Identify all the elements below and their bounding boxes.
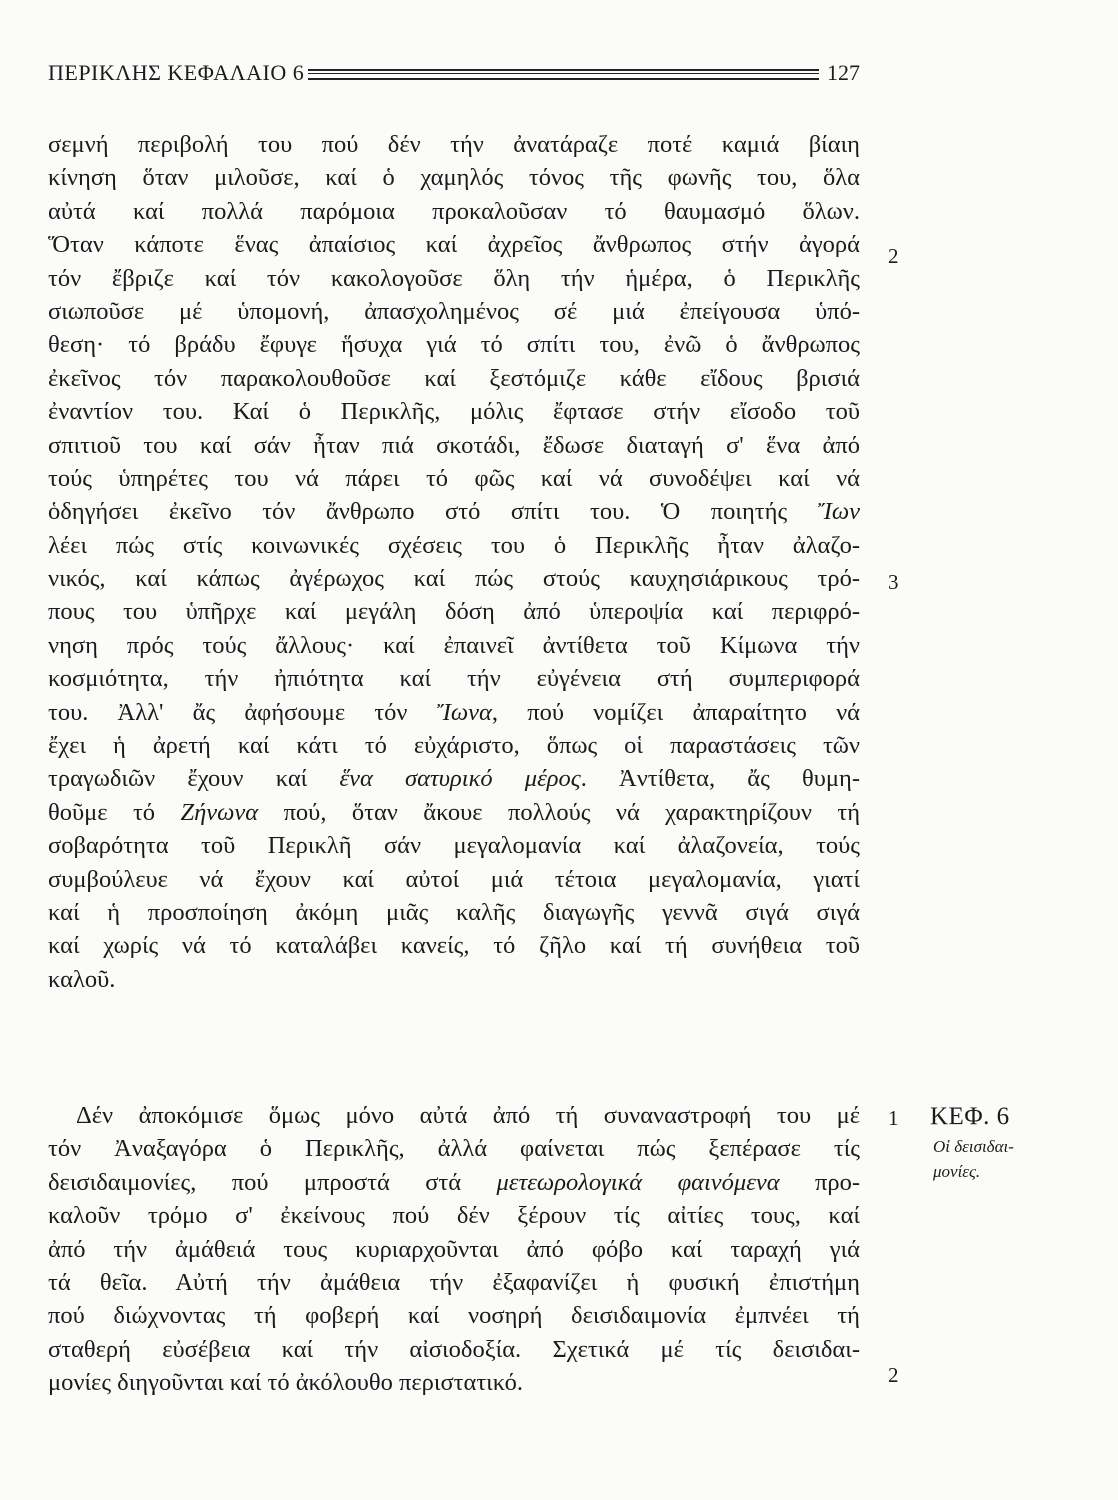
text-line <box>48 796 860 829</box>
text-line: τούς ὑπηρέτες του νά πάρει τό φῶς καί νά συνοδέψει καί νά <box>48 464 860 492</box>
text-line: σταθερή εὐσέβεια καί τήν αἰσιοδοξία. Σχετικά μέ τίς δεισιδαι- <box>48 1335 860 1363</box>
running-head <box>48 58 860 88</box>
text-line: μονίες διηγοῦνται καί τό ἀκόλουθο περιστατικό. <box>48 1369 523 1397</box>
text-line: σεμνή περιβολή του πού δέν τήν ἀνατάραζε ποτέ καμιά βίαιη <box>48 131 860 158</box>
text-line: νηση πρός τούς ἄλλους· καί ἐπαινεῖ ἀντίθετα τοῦ Κίμωνα τήν <box>48 631 860 659</box>
text-line: τά θεῖα. Αὐτή τήν ἀμάθεια τήν ἐξαφανίζει ἡ φυσική ἐπιστήμη <box>48 1268 860 1296</box>
paragraph-1 <box>48 128 860 996</box>
margin-section-number: 3 <box>888 570 899 594</box>
text-line: πους του ὑπῆρχε καί μεγάλη δόση ἀπό ὑπεροψία καί περιφρό- <box>48 598 860 626</box>
text-line: καλοῦν τρόμο σ' ἐκείνους πού δέν ξέρουν τίς αἰτίες τους, καί <box>48 1202 860 1230</box>
text-line: συμβούλευε νά ἔχουν καί αὐτοί μιά τέτοια μεγαλομανία, γιατί <box>48 865 860 893</box>
text-line <box>48 1166 860 1199</box>
text-line: κίνηση ὅταν μιλοῦσε, καί ὁ χαμηλός τόνος τῆς φωνῆς του, ὅλα <box>48 164 860 192</box>
text-segment: θοῦμε τό <box>48 798 156 826</box>
italic-name-iona: Ἴωνα <box>436 698 492 726</box>
text-line: ἐκεῖνος τόν παρακολουθοῦσε καί ξεστόμιζε κάθε εἴδους βρισιά <box>48 364 860 392</box>
text-line <box>48 762 860 795</box>
text-line: αὐτά καί πολλά παρόμοια προκαλοῦσαν τό θαυμασμό ὅλων. <box>48 197 860 225</box>
margin-section-number: 1 <box>888 1106 899 1130</box>
text-line: κοσμιότητα, τήν ἠπιότητα καί τήν εὐγένεια στή συμπεριφορά <box>48 665 860 693</box>
italic-satyr-play: ἕνα σατυρικό μέρος <box>339 765 581 793</box>
text-line: σιωποῦσε μέ ὑπομονή, ἀπασχολημένος σέ μιά ἐπείγουσα ὑπό- <box>48 297 860 325</box>
text-line <box>48 495 860 528</box>
text-line: καί ἡ προσποίηση ἀκόμη μιᾶς καλῆς διαγωγῆς γεννᾶ σιγά σιγά <box>48 898 860 926</box>
text-line: Δέν ἀποκόμισε ὅμως μόνο αὐτά ἀπό τή συναναστροφή του μέ <box>76 1102 860 1129</box>
text-line: ἐναντίον του. Καί ὁ Περικλῆς, μόλις ἔφτασε στήν εἴσοδο τοῦ <box>48 398 860 426</box>
text-line: θεση· τό βράδυ ἔφυγε ἥσυχα γιά τό σπίτι του, ἐνῶ ὁ ἄνθρωπος <box>48 331 860 359</box>
text-segment: τραγωδιῶν ἔχουν καί <box>48 765 308 793</box>
text-line: ἔχει ἡ ἀρετή καί κάτι τό εὐχάριστο, ὅπως οἱ παραστάσεις τῶν <box>48 732 860 760</box>
text-segment: , πού νομίζει ἀπαραίτητο νά <box>491 698 861 726</box>
text-line: σοβαρότητα τοῦ Περικλῆ σάν μεγαλομανία καί ἀλαζονεία, τούς <box>48 832 860 860</box>
text-line: τόν Ἀναξαγόρα ὁ Περικλῆς, ἀλλά φαίνεται πώς ξεπέρασε τίς <box>48 1135 860 1163</box>
text-line <box>48 696 860 729</box>
text-segment: δεισιδαιμονίες, πού μπροστά στά <box>48 1168 462 1196</box>
text-segment: του. Ἀλλ' ἄς ἀφήσουμε τόν <box>48 698 408 726</box>
text-line: καλοῦ. <box>48 965 116 993</box>
text-segment: . Ἀντίθετα, ἄς θυμη- <box>580 765 860 793</box>
text-line: Ὅταν κάποτε ἕνας ἀπαίσιος καί ἀχρεῖος ἄνθρωπος στήν ἀγορά <box>48 231 860 259</box>
page-number: 127 <box>827 60 860 85</box>
text-segment: ὁδηγήσει ἐκεῖνο τόν ἄνθρωπο στό σπίτι του. Ὁ ποιητής <box>48 498 788 526</box>
sidenote-subtitle: μονίες. <box>933 1162 981 1181</box>
italic-meteorological-phenomena: μετεωρολογικά φαινόμενα <box>496 1168 780 1196</box>
running-title: ΠΕΡΙΚΛΗΣ ΚΕΦΑΛΑΙΟ 6 <box>48 60 305 85</box>
sidenote-subtitle: Οἱ δεισιδαι- <box>933 1137 1014 1156</box>
sidenote-title: ΚΕΦ. 6 <box>930 1103 1010 1130</box>
text-line: τόν ἔβριζε καί τόν κακολογοῦσε ὅλη τήν ἡμέρα, ὁ Περικλῆς <box>48 264 860 292</box>
margin-section-number: 2 <box>888 1363 899 1387</box>
text-line: λέει πώς στίς κοινωνικές σχέσεις του ὁ Περικλῆς ἦταν ἀλαζο- <box>48 531 860 559</box>
text-line: καί χωρίς νά τό καταλάβει κανείς, τό ζῆλο καί τή συνήθεια τοῦ <box>48 932 860 960</box>
paragraph-2 <box>48 1099 860 1400</box>
text-line: ἀπό τήν ἀμάθειά τους κυριαρχοῦνται ἀπό φόβο καί ταραχή γιά <box>48 1235 860 1263</box>
text-segment: πού, ὅταν ἄκουε πολλούς νά χαρακτηρίζουν τή <box>258 798 861 826</box>
margin-section-number: 2 <box>888 244 899 268</box>
text-segment: προ- <box>779 1168 861 1196</box>
chapter-sidenote <box>930 1100 1080 1184</box>
header-rule <box>308 69 819 80</box>
italic-name-zeno: Ζήνωνα <box>180 798 259 826</box>
italic-name-ion: Ἴων <box>817 498 861 526</box>
text-line: νικός, καί κάπως ἀγέρωχος καί πώς στούς καυχησιάρικους τρό- <box>48 565 860 593</box>
text-line: σπιτιοῦ του καί σάν ἦταν πιά σκοτάδι, ἔδωσε διαταγή σ' ἕνα ἀπό <box>48 431 860 459</box>
text-line: πού διώχνοντας τή φοβερή καί νοσηρή δεισιδαιμονία ἐμπνέει τή <box>48 1302 860 1330</box>
